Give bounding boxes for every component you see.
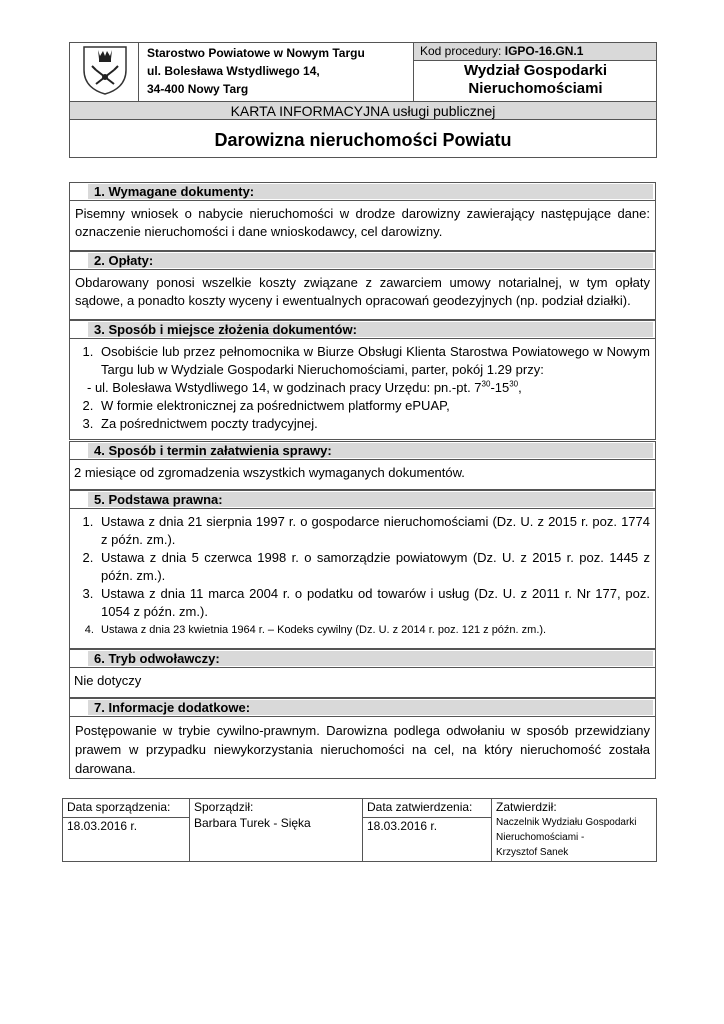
prepared-by-cell — [190, 799, 363, 862]
prepared-date-cell — [63, 799, 190, 818]
department-line1: Wydział Gospodarki — [463, 62, 608, 79]
section-6-heading-text: 6. Tryb odwoławczy: — [94, 651, 220, 666]
prepared-by-label: Sporządził: — [194, 800, 254, 814]
list-item: 2. Ustawa z dnia 5 czerwca 1998 r. o samorządzie powiatowym (Dz. U. z 2015 r. poz. 1445 z późn. zm.). — [97, 549, 650, 585]
section-4-heading — [69, 441, 656, 460]
list-item: 2. W formie elektronicznej za pośrednictwem platformy ePUAP, — [97, 397, 650, 415]
approved-by-line3: Krzysztof Sanek — [496, 847, 569, 858]
section-2-heading-text: 2. Opłaty: — [94, 253, 154, 268]
department-line2: Nieruchomościami — [468, 80, 603, 97]
approved-date-value: 18.03.2016 r. — [367, 819, 438, 834]
section-2-heading — [69, 251, 656, 270]
section-1-heading — [69, 182, 656, 201]
approved-by-line2: Nieruchomościami - — [496, 832, 585, 843]
office-hours — [87, 380, 522, 395]
prepared-date-value: 18.03.2016 r. — [67, 819, 138, 834]
procedure-code-label: Kod procedury: — [420, 44, 502, 58]
hours-punct: , — [518, 380, 522, 395]
coat-of-arms-icon — [80, 44, 130, 96]
office-hours-text: - ul. Bolesława Wstydliwego 14, w godzinach pracy Urzędu: pn.-pt. 7 — [87, 380, 482, 395]
list-item: 3. Za pośrednictwem poczty tradycyjnej. — [97, 415, 650, 433]
legal-basis-list — [75, 513, 650, 639]
section-3-heading-text: 3. Sposób i miejsce złożenia dokumentów: — [94, 322, 357, 337]
submission-method-1: Osobiście lub przez pełnomocnika w Biurze Obsługi Klienta Starostwa Powiatowego w Nowym Targu lub w Wydziale Gospodarki Nieruchomościami, parter, pokój 1.29 przy: — [101, 344, 650, 377]
approved-by-line1: Naczelnik Wydziału Gospodarki — [496, 817, 637, 828]
list-item: 1. Ustawa z dnia 21 sierpnia 1997 r. o gospodarce nieruchomościami (Dz. U. z 2015 r. poz. 1774 z późn. zm.). — [97, 513, 650, 549]
approved-by-value — [496, 815, 652, 860]
hours-sup-start: 30 — [481, 379, 491, 389]
department-name — [414, 62, 657, 98]
card-title: KARTA INFORMACYJNA usługi publicznej — [230, 103, 496, 119]
office-name: Starostwo Powiatowe w Nowym Targu — [147, 46, 365, 60]
header-divider-vertical — [138, 42, 139, 102]
approved-date-value-cell — [363, 818, 492, 862]
section-6-body: Nie dotyczy — [69, 668, 656, 698]
office-address — [147, 44, 409, 98]
office-street: ul. Bolesława Wstydliwego 14, — [147, 64, 320, 78]
section-3-heading — [69, 320, 656, 339]
section-1-body: Pisemny wniosek o nabycie nieruchomości w drodze darowizny zawierający następujące dane: oznaczenie nieruchomości i dane wnioskodawcy, cel darowizny. — [69, 201, 656, 251]
prepared-by-value: Barbara Turek - Sięka — [194, 816, 311, 830]
section-4-heading-text: 4. Sposób i termin załatwienia sprawy: — [94, 443, 332, 458]
approved-by-cell — [492, 799, 657, 862]
section-7-heading-text: 7. Informacje dodatkowe: — [94, 700, 251, 715]
approved-date-label: Data zatwierdzenia: — [367, 800, 473, 814]
section-6-heading — [69, 649, 656, 668]
section-5-heading — [69, 490, 656, 509]
header-divider-horizontal — [413, 60, 657, 61]
section-3-body — [69, 339, 656, 440]
procedure-code-value: IGPO-16.GN.1 — [504, 44, 584, 58]
approved-by-label: Zatwierdził: — [496, 800, 557, 814]
approved-date-cell — [363, 799, 492, 818]
approval-table — [62, 798, 657, 862]
section-5-body — [69, 509, 656, 649]
list-item — [87, 343, 650, 397]
section-7-heading — [69, 698, 656, 717]
list-item: 4. Ustawa z dnia 23 kwietnia 1964 r. – Kodeks cywilny (Dz. U. z 2014 r. poz. 121 z późn. zm.). — [97, 621, 650, 639]
submission-methods-list — [75, 343, 650, 433]
section-4-body: 2 miesiące od zgromadzenia wszystkich wymaganych dokumentów. — [69, 460, 656, 490]
section-5-heading-text: 5. Podstawa prawna: — [94, 492, 223, 507]
prepared-date-label: Data sporządzenia: — [67, 800, 171, 814]
section-1-heading-text: 1. Wymagane dokumenty: — [94, 184, 255, 199]
section-2-body: Obdarowany ponosi wszelkie koszty związane z zawarciem umowy notarialnej, w tym opłaty sądowe, a ponadto koszty wyceny i ewentualnych opracowań geodezyjnych (np. podział działki). — [69, 270, 656, 320]
office-city: 34-400 Nowy Targ — [147, 82, 249, 96]
service-title: Darowizna nieruchomości Powiatu — [214, 130, 512, 150]
hours-sup-end: 30 — [509, 379, 519, 389]
prepared-date-value-cell — [63, 818, 190, 862]
list-item: 3. Ustawa z dnia 11 marca 2004 r. o podatku od towarów i usług (Dz. U. z 2011 r. Nr 177, poz. 1054 z późn. zm.). — [97, 585, 650, 621]
hours-end: -15 — [490, 380, 510, 395]
section-7-body: Postępowanie w trybie cywilno-prawnym. Darowizna podlega odwołaniu w sposób przewidziany prawem w przypadku niewykorzystania nieruchomości na cel, na który nieruchomość została darowana. — [69, 717, 656, 779]
procedure-code — [420, 43, 583, 60]
